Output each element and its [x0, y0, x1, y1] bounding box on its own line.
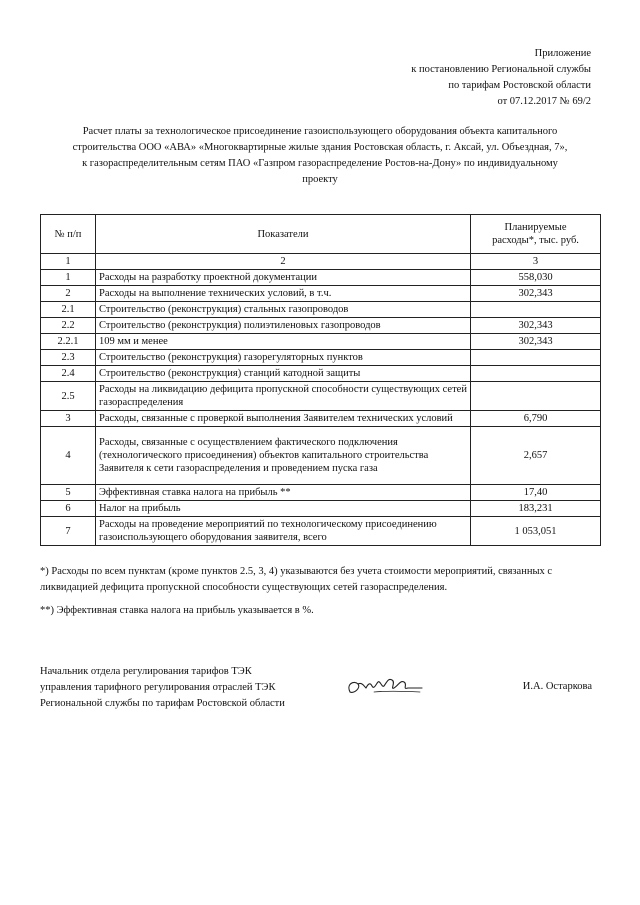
row-value	[471, 366, 601, 382]
row-desc: Расходы на выполнение технических условий, в т.ч.	[96, 286, 471, 302]
row-num: 2.3	[41, 350, 96, 366]
title-line: Расчет платы за технологическое присоединение газоиспользующего оборудования объекта капитального	[82, 126, 558, 137]
table-row	[41, 334, 601, 350]
appendix-line: от 07.12.2017 № 69/2	[497, 96, 591, 107]
row-value	[471, 350, 601, 366]
row-value	[471, 382, 601, 411]
row-num: 6	[41, 501, 96, 517]
document-title	[40, 124, 600, 188]
footnote-1: *) Расходы по всем пунктам (кроме пунктов 2.5, 3, 4) указываются без учета стоимости мероприятий, связанных с ликвидацией дефицита пропускной способности существующих сетей газораспределения.	[40, 566, 553, 593]
signatory-line: Начальник отдела регулирования тарифов ТЭК	[40, 666, 252, 677]
row-desc: Расходы, связанные с осуществлением фактического подключения (технологического присоединения) объектов капитального строительства Заявителя к сети газораспределения и проведением пуска газа	[96, 427, 471, 485]
row-value: 183,231	[471, 501, 601, 517]
row-desc: Строительство (реконструкция) полиэтиленовых газопроводов	[96, 318, 471, 334]
table-row	[41, 318, 601, 334]
table-row	[41, 501, 601, 517]
signatory-position	[40, 664, 285, 712]
table-row	[41, 270, 601, 286]
table-row	[41, 366, 601, 382]
footnote-2: **) Эффективная ставка налога на прибыль указывается в %.	[40, 605, 314, 616]
col-number-cell: 3	[471, 254, 601, 270]
signatory-line: управления тарифного регулирования отраслей ТЭК	[40, 682, 276, 693]
row-num: 2	[41, 286, 96, 302]
row-num: 2.5	[41, 382, 96, 411]
row-desc: Расходы на ликвидацию дефицита пропускной способности существующих сетей газораспределения	[96, 382, 471, 411]
row-num: 2.2.1	[41, 334, 96, 350]
row-value: 558,030	[471, 270, 601, 286]
header-value-line: расходы*, тыс. руб.	[492, 235, 579, 246]
row-num: 2.4	[41, 366, 96, 382]
row-value: 302,343	[471, 286, 601, 302]
appendix-line: по тарифам Ростовской области	[448, 80, 591, 91]
row-num: 1	[41, 270, 96, 286]
col-number-cell: 1	[41, 254, 96, 270]
signatory-line: Региональной службы по тарифам Ростовской области	[40, 698, 285, 709]
header-value	[471, 215, 601, 254]
appendix-line: к постановлению Региональной службы	[411, 64, 591, 75]
title-line: строительства ООО «АВА» «Многоквартирные жилые здания Ростовская область, г. Аксай, ул. Объездная, 7»,	[72, 142, 568, 153]
handwritten-signature	[344, 672, 424, 702]
row-desc: Расходы на проведение мероприятий по технологическому присоединению газоиспользующего оборудования заявителя, всего	[96, 517, 471, 546]
col-number-cell: 2	[96, 254, 471, 270]
row-value: 17,40	[471, 485, 601, 501]
row-desc: Налог на прибыль	[96, 501, 471, 517]
row-desc: Строительство (реконструкция) газорегуляторных пунктов	[96, 350, 471, 366]
row-value: 6,790	[471, 411, 601, 427]
row-desc: Строительство (реконструкция) стальных газопроводов	[96, 302, 471, 318]
row-desc: Строительство (реконструкция) станций катодной защиты	[96, 366, 471, 382]
row-value: 302,343	[471, 334, 601, 350]
calculation-table	[40, 214, 601, 546]
row-desc: Расходы на разработку проектной документации	[96, 270, 471, 286]
table-row	[41, 350, 601, 366]
table-row	[41, 517, 601, 546]
table-row	[41, 382, 601, 411]
table-row	[41, 411, 601, 427]
header-indicator: Показатели	[96, 215, 471, 254]
row-num: 2.1	[41, 302, 96, 318]
header-value-line: Планируемые	[504, 222, 567, 233]
row-desc: Расходы, связанные с проверкой выполнения Заявителем технических условий	[96, 411, 471, 427]
row-desc: Эффективная ставка налога на прибыль **	[96, 485, 471, 501]
row-num: 5	[41, 485, 96, 501]
title-line: проекту	[302, 174, 338, 185]
row-num: 7	[41, 517, 96, 546]
header-num: № п/п	[41, 215, 96, 254]
row-num: 2.2	[41, 318, 96, 334]
table-row	[41, 427, 601, 485]
footnotes	[40, 564, 610, 626]
row-value: 302,343	[471, 318, 601, 334]
table-row	[41, 286, 601, 302]
row-value	[471, 302, 601, 318]
row-value: 1 053,051	[471, 517, 601, 546]
row-num: 3	[41, 411, 96, 427]
column-number-row	[41, 254, 601, 270]
appendix-header	[411, 46, 591, 110]
table-row	[41, 485, 601, 501]
row-num: 4	[41, 427, 96, 485]
table-header-row	[41, 215, 601, 254]
row-desc: 109 мм и менее	[96, 334, 471, 350]
row-value: 2,657	[471, 427, 601, 485]
appendix-line: Приложение	[534, 48, 591, 59]
title-line: к газораспределительным сетям ПАО «Газпром газораспределение Ростов-на-Дону» по индивидуальному	[82, 158, 558, 169]
signatory-name: И.А. Остаркова	[522, 681, 592, 692]
table-row	[41, 302, 601, 318]
